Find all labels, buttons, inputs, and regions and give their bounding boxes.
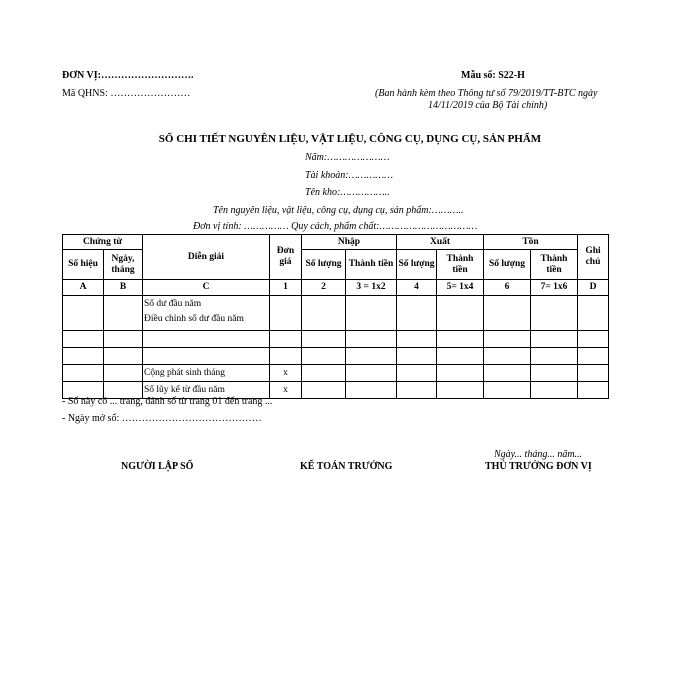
warehouse-line: Tên kho:…………….. — [305, 187, 390, 198]
head-of-unit-signature-label: THỦ TRƯỞNG ĐƠN VỊ — [485, 461, 592, 472]
signature-date-line: Ngày... tháng... năm... — [494, 449, 583, 460]
index-cell: C — [143, 280, 270, 296]
unit-spec-line: Đơn vị tính: …………… Quy cách, phẩm chất:…………………………… — [193, 221, 478, 232]
material-name-line: Tên nguyên liệu, vật liệu, công cụ, dụng cụ, sản phẩm:……….. — [213, 205, 464, 216]
unit-name: ĐƠN VỊ:………………………. — [62, 70, 194, 81]
account-line: Tài khoản:…………… — [305, 170, 394, 181]
page-count-note: - Sổ này có ... trang, đánh số từ trang 01 đến trang ... — [62, 396, 273, 407]
index-cell: B — [104, 280, 143, 296]
export-qty-header: Số lượng — [397, 250, 437, 280]
voucher-date-header: Ngày, tháng — [104, 250, 143, 280]
index-cell: 5= 1x4 — [437, 280, 484, 296]
chief-accountant-signature-label: KẾ TOÁN TRƯỞNG — [300, 461, 393, 472]
document-title: SỔ CHI TIẾT NGUYÊN LIỆU, VẬT LIỆU, CÔNG CỤ, DỤNG CỤ, SẢN PHẨM — [158, 133, 542, 145]
index-cell: 2 — [302, 280, 346, 296]
monthly-total-label: Cộng phát sinh tháng — [143, 365, 270, 382]
stock-qty-header: Số lượng — [484, 250, 531, 280]
preparer-signature-label: NGƯỜI LẬP SỔ — [121, 461, 194, 472]
column-index-row — [63, 280, 609, 296]
opening-balance-row — [63, 296, 609, 331]
import-header: Nhập — [302, 235, 397, 250]
index-cell: 6 — [484, 280, 531, 296]
x-mark: x — [270, 365, 302, 382]
index-cell: D — [578, 280, 609, 296]
index-cell: A — [63, 280, 104, 296]
opening-balance-cell — [143, 296, 270, 331]
index-cell: 1 — [270, 280, 302, 296]
index-cell: 4 — [397, 280, 437, 296]
index-cell: 3 = 1x2 — [346, 280, 397, 296]
index-cell: 7= 1x6 — [531, 280, 578, 296]
voucher-no-header: Số hiệu — [63, 250, 104, 280]
regulation-note-line2: 14/11/2019 của Bộ Tài chính) — [428, 100, 548, 111]
import-qty-header: Số lượng — [302, 250, 346, 280]
ledger-table — [62, 234, 609, 399]
unit-price-header: Đơn giá — [270, 235, 302, 280]
monthly-total-row — [63, 365, 609, 382]
qhns-code: Mã QHNS: …………………… — [62, 88, 191, 99]
cumulative-label: Số lũy kế từ đầu năm — [143, 382, 270, 399]
open-date-note: - Ngày mở sổ: …………………………………… — [62, 413, 262, 424]
voucher-header: Chứng từ — [63, 235, 143, 250]
stock-header: Tồn — [484, 235, 578, 250]
blank-row — [63, 331, 609, 348]
description-header: Diễn giải — [143, 235, 270, 280]
x-mark: x — [270, 382, 302, 399]
import-amount-header: Thành tiền — [346, 250, 397, 280]
opening-balance-label: Số dư đầu năm — [144, 299, 202, 309]
stock-amount-header: Thành tiền — [531, 250, 578, 280]
export-header: Xuất — [397, 235, 484, 250]
form-number: Mẫu số: S22-H — [461, 70, 525, 81]
note-header: Ghi chú — [578, 235, 609, 280]
export-amount-header: Thành tiền — [437, 250, 484, 280]
opening-adjustment-label: Điều chỉnh số dư đầu năm — [144, 314, 244, 324]
regulation-note-line1: (Ban hành kèm theo Thông tư số 79/2019/TT-BTC ngày — [375, 88, 598, 99]
blank-row — [63, 348, 609, 365]
year-line: Năm:………………… — [305, 152, 390, 163]
